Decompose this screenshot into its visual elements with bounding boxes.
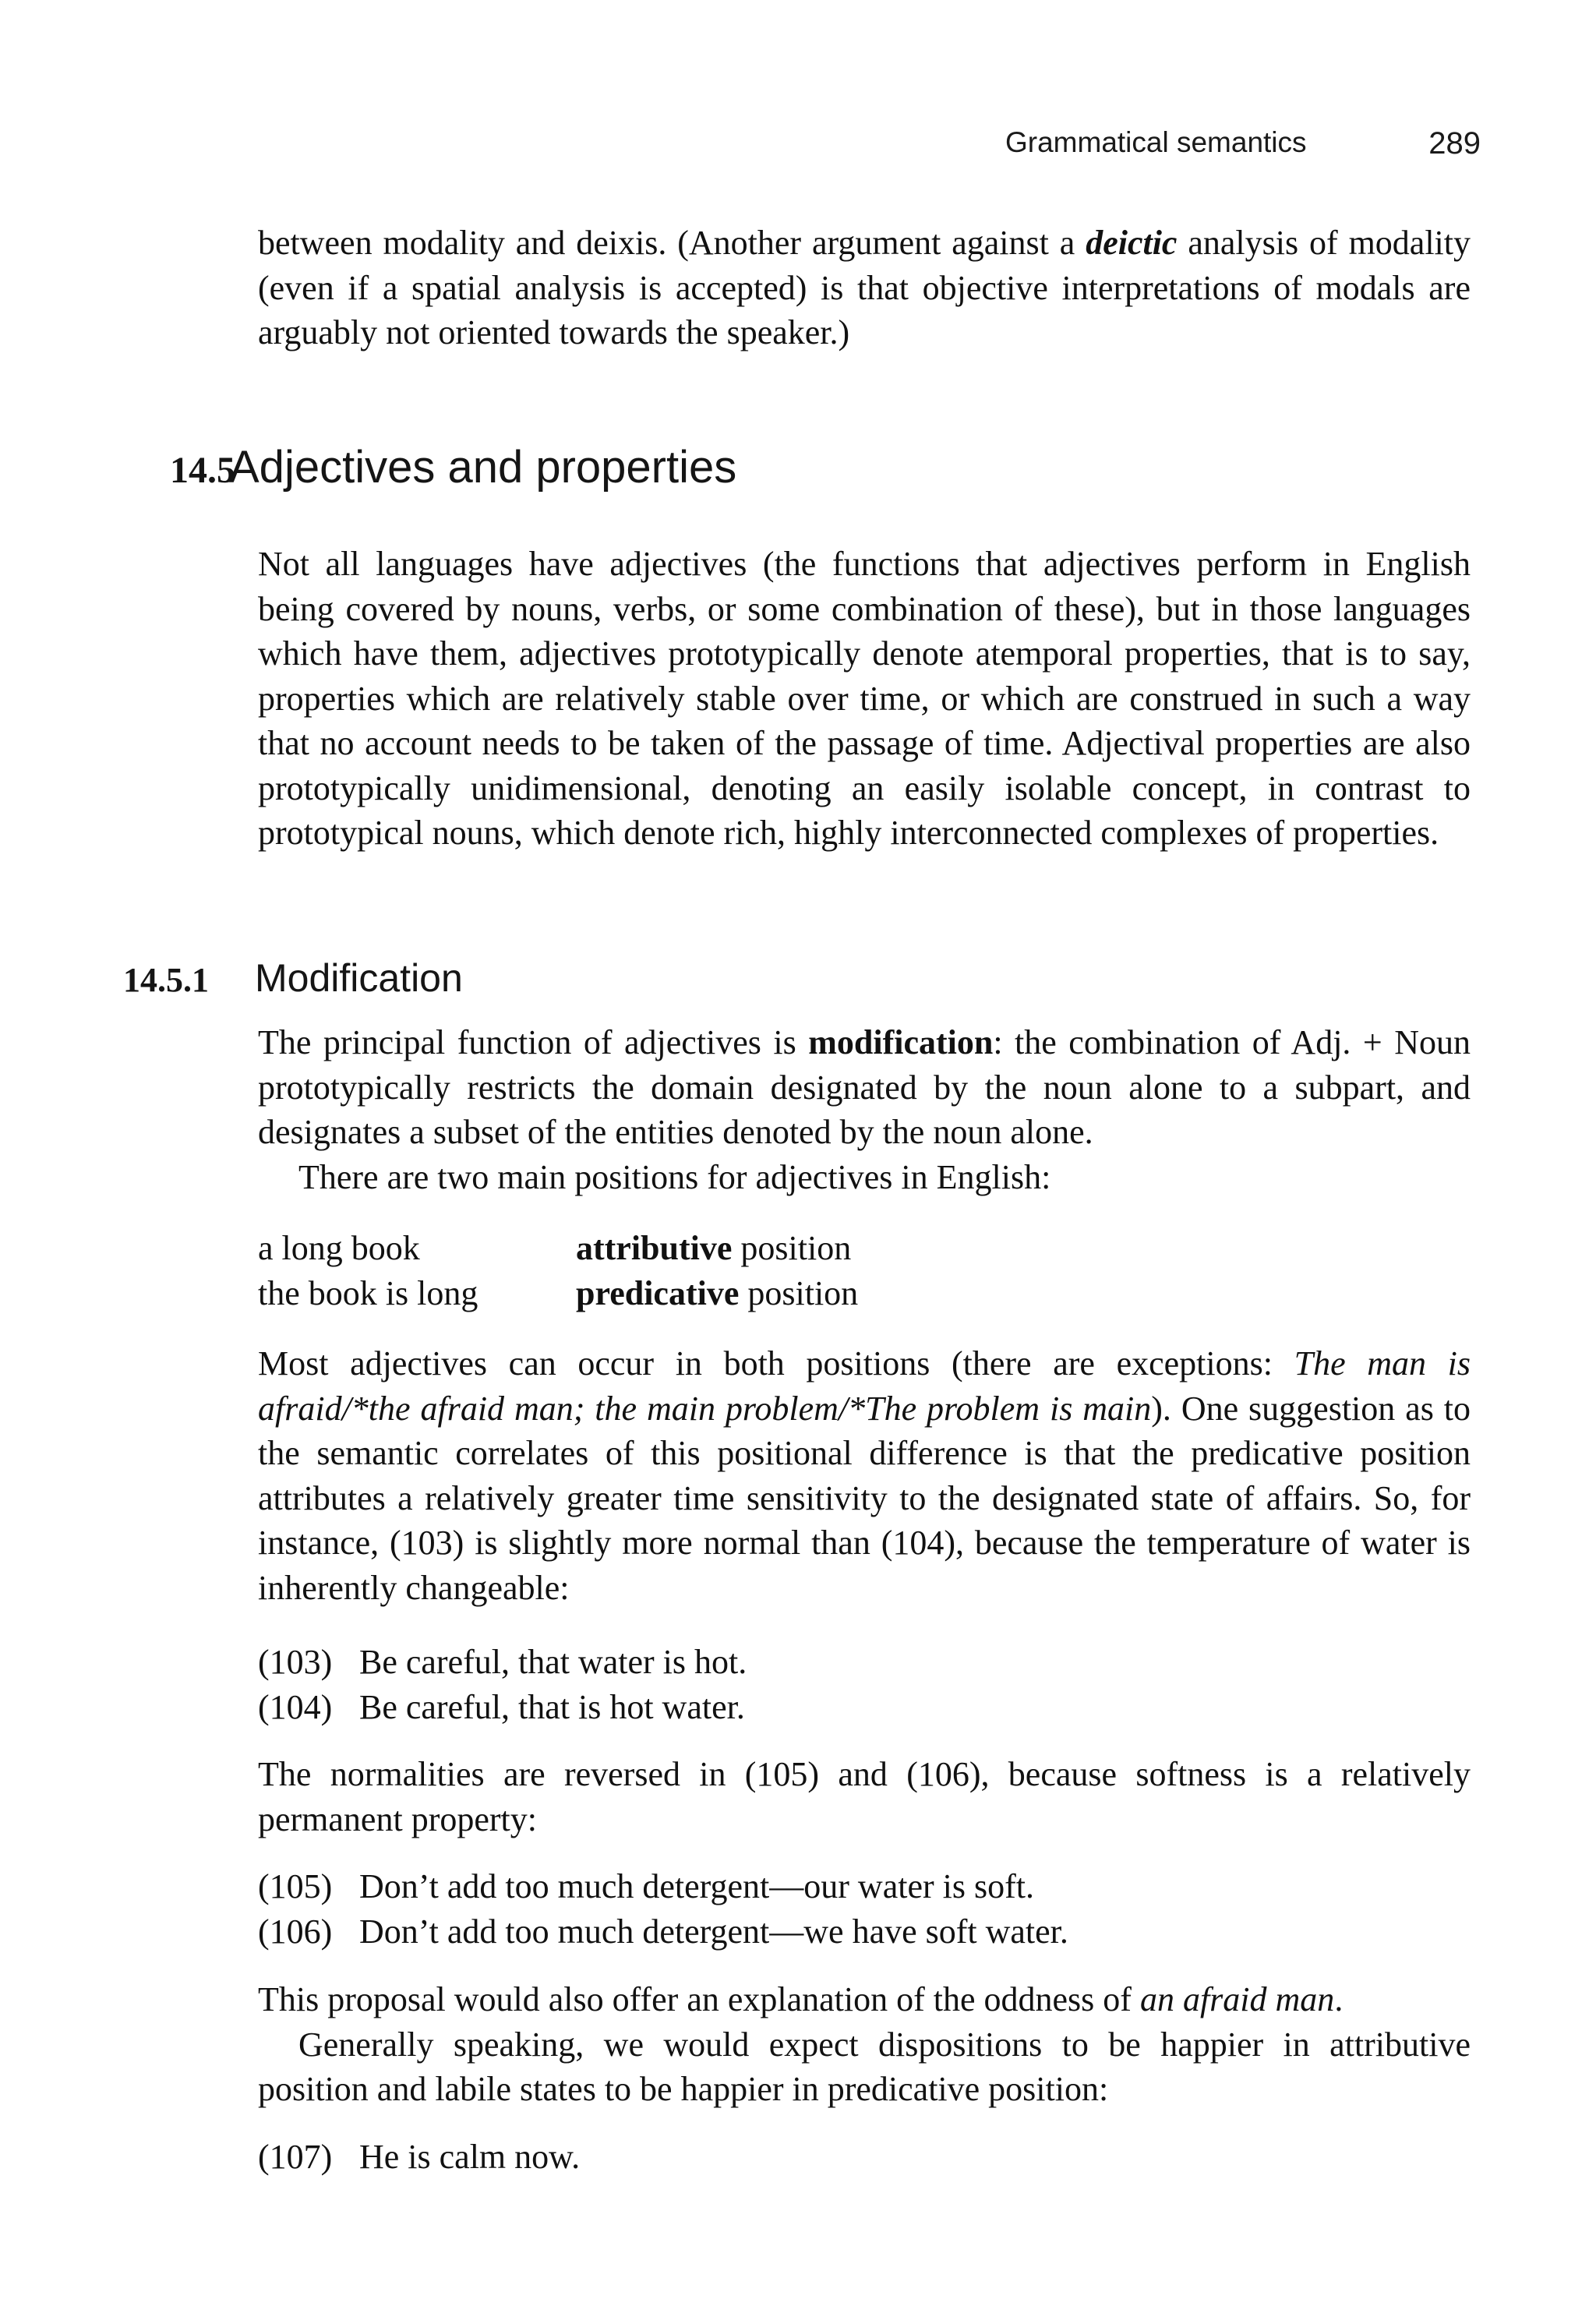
example-text: Don’t add too much detergent—we have soft water.: [359, 1912, 1068, 1951]
position-suffix: position: [739, 1273, 859, 1312]
section-title: Adjectives and properties: [229, 442, 737, 493]
positions-discussion: [258, 1341, 1471, 1610]
intro-text-c: analysis of modality (even if a spatial analysis is accepted) is that objective interpretations of modals are arguably not oriented towards the speaker.): [258, 224, 1471, 351]
positions-intro: There are two main positions for adjectives in English:: [298, 1157, 1051, 1196]
modification-text-c: : the combination of Adj. + Noun prototypically restricts the domain designated by the noun alone to a subpart, and designates a subset of the entities denoted by the noun alone.: [258, 1023, 1471, 1151]
example-phrase: the book is long: [258, 1273, 478, 1312]
section-number: 14.5: [170, 450, 235, 491]
position-description: [576, 1271, 858, 1316]
proposal-emphasis: an afraid man: [1139, 1980, 1335, 2018]
intro-paragraph: [258, 221, 1471, 355]
modification-paragraph: [258, 1020, 1471, 1199]
section-14-5-paragraph: [258, 542, 1471, 856]
example-label: (105): [258, 1867, 333, 1905]
position-suffix: position: [732, 1229, 852, 1267]
proposal-paragraph: [258, 1977, 1471, 2112]
modification-term: modification: [808, 1023, 994, 1061]
discussion-text-a: Most adjectives can occur in both positions (there are exceptions:: [258, 1344, 1294, 1383]
example-label: (107): [258, 2138, 333, 2176]
example-phrase: a long book: [258, 1229, 420, 1267]
running-head-title: Grammatical semantics: [1005, 126, 1307, 158]
discussion-examples: The man is afraid/*the afraid man; the main problem/*The problem is main: [258, 1344, 1471, 1428]
example-text: He is calm now.: [359, 2138, 581, 2176]
example-label: (104): [258, 1687, 333, 1726]
discussion-text-c: ). One suggestion as to the semantic correlates of this positional difference is that the predicative position attributes a relatively greater time sensitivity to the designated state of affairs. So, for instance, (103) is slightly more normal than (104), because the temperature of water is inherently changeable:: [258, 1389, 1471, 1607]
modification-text-a: The principal function of adjectives is: [258, 1023, 809, 1061]
proposal-text-c: .: [1334, 1980, 1344, 2018]
position-term: attributive: [576, 1229, 733, 1267]
reversal-paragraph: [258, 1752, 1471, 1842]
example-text: Be careful, that water is hot.: [359, 1643, 747, 1681]
dispositions-text: Generally speaking, we would expect dispositions to be happier in attributive position and labile states to be happier in predicative position:: [258, 2025, 1471, 2108]
intro-emphasis: deictic: [1086, 224, 1178, 262]
proposal-text-a: This proposal would also offer an explanation of the oddness of: [258, 1980, 1140, 2018]
example-text: Don’t add too much detergent—our water is soft.: [359, 1867, 1034, 1905]
position-term: predicative: [576, 1273, 740, 1312]
example-label: (103): [258, 1643, 333, 1681]
subsection-title: Modification: [255, 956, 463, 1000]
reversal-text: The normalities are reversed in (105) and (106), because softness is a relatively permanent property:: [258, 1755, 1471, 1838]
position-description: [576, 1226, 851, 1271]
example-label: (106): [258, 1912, 333, 1951]
page-number: 289: [1428, 126, 1481, 161]
example-text: Be careful, that is hot water.: [359, 1687, 745, 1726]
intro-text-a: between modality and deixis. (Another argument against a: [258, 224, 1086, 262]
subsection-number: 14.5.1: [123, 961, 209, 999]
paragraph-text: Not all languages have adjectives (the functions that adjectives perform in English being covered by nouns, verbs, or some combination of these), but in those languages which have them, adjectives prototypically denote atemporal properties, that is to say, properties which are relatively stable over time, or which are construed in such a way that no account needs to be taken of the passage of time. Adjectival properties are also prototypically unidimensional, denoting an easily isolable concept, in contrast to prototypical nouns, which denote rich, highly interconnected complexes of properties.: [258, 545, 1471, 852]
